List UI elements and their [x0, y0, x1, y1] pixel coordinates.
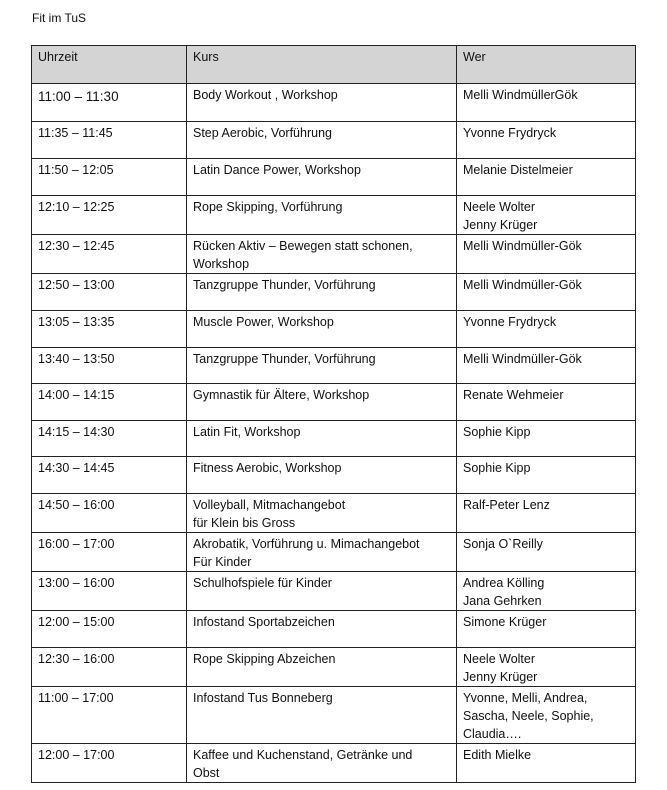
- course-text: Tanzgruppe Thunder, Vorführung: [193, 352, 376, 366]
- person-text: Sonja O`Reilly: [463, 537, 543, 551]
- person-text: Jenny Krüger: [463, 670, 538, 684]
- course-text: Body Workout , Workshop: [193, 88, 338, 102]
- time-cell: 12:00 – 15:00: [32, 611, 187, 648]
- table-row: [32, 744, 636, 783]
- course-cell: [187, 122, 457, 159]
- person-text: Renate Wehmeier: [463, 388, 564, 402]
- who-cell: [457, 533, 636, 572]
- course-cell: [187, 648, 457, 687]
- time-cell: 12:10 – 12:25: [32, 196, 187, 235]
- course-text: Latin Fit, Workshop: [193, 425, 301, 439]
- who-cell: [457, 611, 636, 648]
- who-cell: [457, 159, 636, 196]
- person-text: Sascha, Neele, Sophie,: [463, 709, 594, 723]
- person-text: Melli Windmüller-Gök: [463, 278, 582, 292]
- table-row: [32, 196, 636, 235]
- course-text: Step Aerobic, Vorführung: [193, 126, 332, 140]
- person-text: Melli Windmüller-Gök: [463, 239, 582, 253]
- course-cell: [187, 687, 457, 744]
- who-cell: [457, 122, 636, 159]
- course-text: für Klein bis Gross: [193, 516, 296, 530]
- who-cell: [457, 648, 636, 687]
- person-text: Edith Mielke: [463, 748, 532, 762]
- person-text: Yvonne Frydryck: [463, 315, 557, 329]
- document-title: Fit im TuS: [32, 11, 87, 25]
- course-text: Infostand Sportabzeichen: [193, 615, 335, 629]
- person-text: Jenny Krüger: [463, 218, 538, 232]
- table-row: [32, 274, 636, 311]
- who-cell: [457, 274, 636, 311]
- table-row: [32, 311, 636, 348]
- course-cell: [187, 311, 457, 348]
- course-text: Fitness Aerobic, Workshop: [193, 461, 342, 475]
- person-text: Ralf-Peter Lenz: [463, 498, 550, 512]
- course-text: Rücken Aktiv – Bewegen statt schonen,: [193, 239, 413, 253]
- who-cell: [457, 494, 636, 533]
- course-text: Volleyball, Mitmachangebot: [193, 498, 346, 512]
- course-cell: [187, 533, 457, 572]
- table-row: [32, 159, 636, 196]
- time-cell: 11:00 – 11:30: [32, 84, 187, 122]
- time-cell: 14:50 – 16:00: [32, 494, 187, 533]
- course-text: Rope Skipping Abzeichen: [193, 652, 336, 666]
- person-text: Melli Windmüller-Gök: [463, 352, 582, 366]
- course-cell: [187, 572, 457, 611]
- table-row: [32, 421, 636, 457]
- course-text: Kaffee und Kuchenstand, Getränke und: [193, 748, 413, 762]
- table-row: [32, 384, 636, 421]
- course-cell: [187, 611, 457, 648]
- who-cell: [457, 196, 636, 235]
- person-text: Yvonne, Melli, Andrea,: [463, 691, 588, 705]
- schedule-table: [31, 45, 636, 783]
- column-header-time: Uhrzeit: [32, 46, 187, 84]
- table-row: [32, 533, 636, 572]
- time-cell: 12:30 – 12:45: [32, 235, 187, 274]
- person-text: Melanie Distelmeier: [463, 163, 573, 177]
- who-cell: [457, 84, 636, 122]
- person-text: Sophie Kipp: [463, 461, 531, 475]
- table-row: [32, 572, 636, 611]
- table-row: [32, 84, 636, 122]
- who-cell: [457, 421, 636, 457]
- person-text: Yvonne Frydryck: [463, 126, 557, 140]
- course-text: Obst: [193, 766, 220, 780]
- table-row: [32, 648, 636, 687]
- course-text: Tanzgruppe Thunder, Vorführung: [193, 278, 376, 292]
- time-cell: 13:00 – 16:00: [32, 572, 187, 611]
- person-text: Simone Krüger: [463, 615, 547, 629]
- time-cell: 12:00 – 17:00: [32, 744, 187, 783]
- course-text: Schulhofspiele für Kinder: [193, 576, 332, 590]
- table-row: [32, 457, 636, 494]
- table-row: [32, 494, 636, 533]
- time-cell: 12:30 – 16:00: [32, 648, 187, 687]
- course-text: Workshop: [193, 257, 250, 271]
- course-cell: [187, 384, 457, 421]
- who-cell: [457, 744, 636, 783]
- person-text: Jana Gehrken: [463, 594, 542, 608]
- who-cell: [457, 235, 636, 274]
- course-cell: [187, 196, 457, 235]
- course-text: Rope Skipping, Vorführung: [193, 200, 343, 214]
- person-text: Andrea Kölling: [463, 576, 545, 590]
- course-cell: [187, 494, 457, 533]
- table-row: [32, 611, 636, 648]
- column-header-course: Kurs: [187, 46, 457, 84]
- who-cell: [457, 457, 636, 494]
- course-cell: [187, 84, 457, 122]
- person-text: Neele Wolter: [463, 200, 536, 214]
- time-cell: 14:00 – 14:15: [32, 384, 187, 421]
- person-text: Sophie Kipp: [463, 425, 531, 439]
- course-text: Für Kinder: [193, 555, 252, 569]
- who-cell: [457, 687, 636, 744]
- person-text: Melli WindmüllerGök: [463, 88, 578, 102]
- table-row: [32, 122, 636, 159]
- who-cell: [457, 572, 636, 611]
- course-cell: [187, 159, 457, 196]
- course-cell: [187, 348, 457, 384]
- course-text: Infostand Tus Bonneberg: [193, 691, 333, 705]
- table-row: [32, 348, 636, 384]
- time-cell: 14:30 – 14:45: [32, 457, 187, 494]
- course-cell: [187, 421, 457, 457]
- course-text: Latin Dance Power, Workshop: [193, 163, 361, 177]
- column-header-who: Wer: [457, 46, 636, 84]
- person-text: Neele Wolter: [463, 652, 536, 666]
- time-cell: 14:15 – 14:30: [32, 421, 187, 457]
- time-cell: 12:50 – 13:00: [32, 274, 187, 311]
- who-cell: [457, 348, 636, 384]
- course-cell: [187, 274, 457, 311]
- table-row: [32, 235, 636, 274]
- table-row: [32, 687, 636, 744]
- who-cell: [457, 311, 636, 348]
- who-cell: [457, 384, 636, 421]
- time-cell: 16:00 – 17:00: [32, 533, 187, 572]
- person-text: Claudia….: [463, 727, 522, 741]
- table-header-row: [32, 46, 636, 84]
- time-cell: 11:50 – 12:05: [32, 159, 187, 196]
- course-text: Gymnastik für Ältere, Workshop: [193, 388, 370, 402]
- time-cell: 11:00 – 17:00: [32, 687, 187, 744]
- time-cell: 13:05 – 13:35: [32, 311, 187, 348]
- course-cell: [187, 457, 457, 494]
- time-cell: 13:40 – 13:50: [32, 348, 187, 384]
- time-cell: 11:35 – 11:45: [32, 122, 187, 159]
- course-text: Muscle Power, Workshop: [193, 315, 334, 329]
- course-cell: [187, 235, 457, 274]
- course-text: Akrobatik, Vorführung u. Mimachangebot: [193, 537, 420, 551]
- course-cell: [187, 744, 457, 783]
